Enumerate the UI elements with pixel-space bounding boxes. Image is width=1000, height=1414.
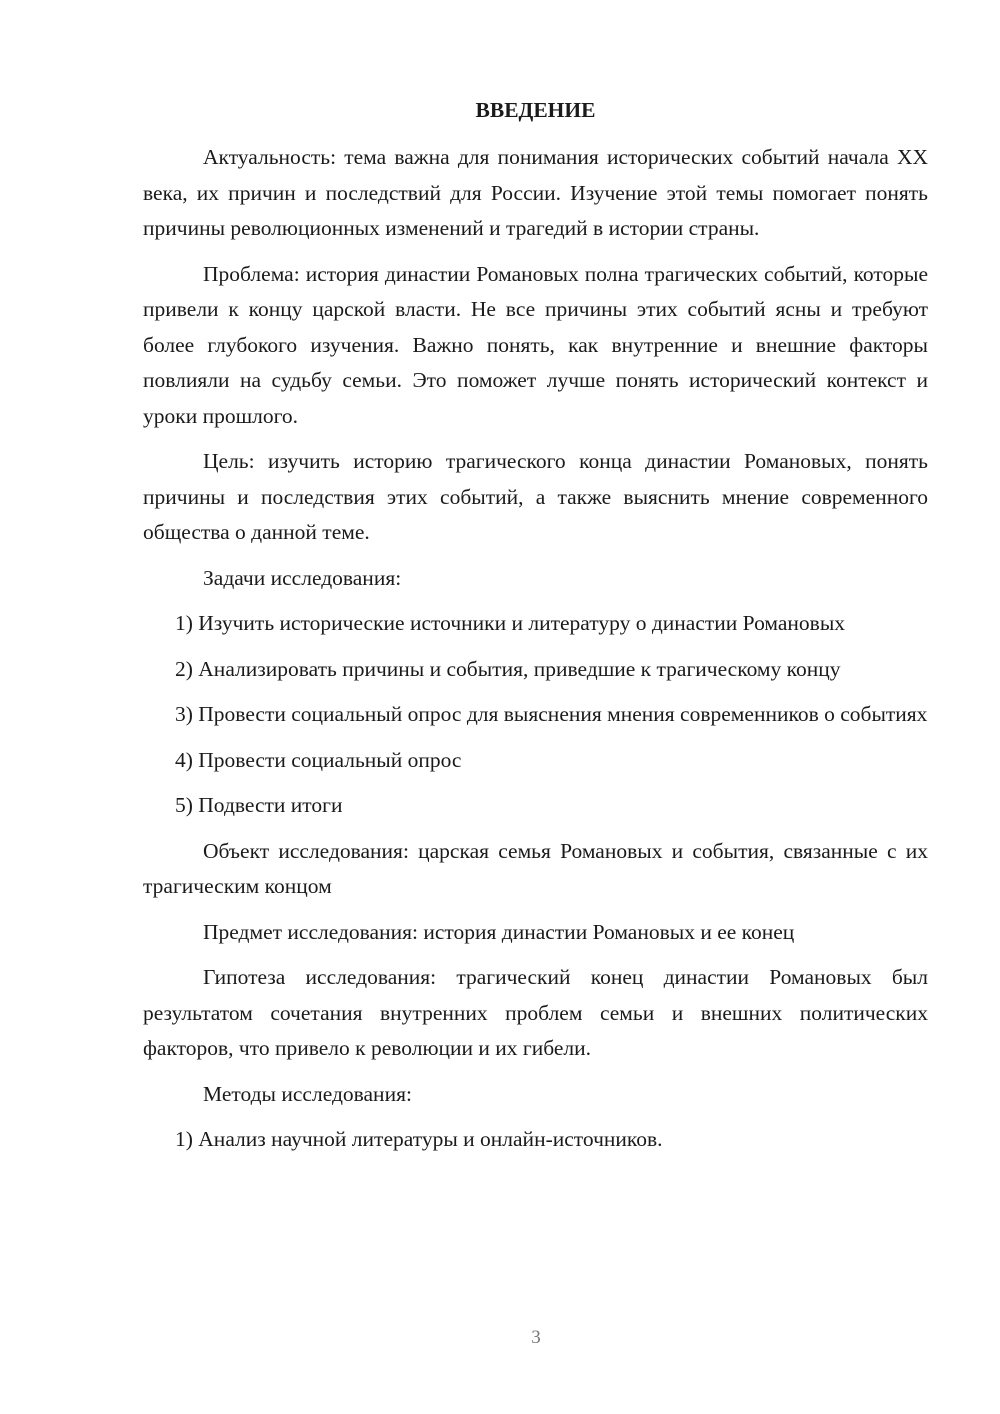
actuality-paragraph: Актуальность: тема важна для понимания исторических событий начала XX века, их причин и последствий для России. Изучение этой темы помогает понять причины революционных изменений и трагедий в истории страны. [143,145,928,240]
page-number: 3 [531,1327,541,1348]
tasks-title: Задачи исследования: [203,565,402,590]
subject-paragraph: Предмет исследования: история династии Романовых и ее конец [203,919,795,944]
task-item-1: 1) Изучить исторические источники и литературу о династии Романовых [175,611,846,635]
task-item-3: 3) Провести социальный опрос для выяснения мнения современников о событиях [175,702,928,726]
task-item-2: 2) Анализировать причины и события, приведшие к трагическому концу [175,656,841,681]
goal-paragraph: Цель: изучить историю трагического конца династии Романовых, понять причины и последствия этих событий, а также выяснить мнение современного общества о данной теме. [143,449,928,544]
problem-paragraph: Проблема: история династии Романовых полна трагических событий, которые привели к концу царской власти. Не все причины этих событий ясны и требуют более глубокого изучения. Важно понять, как внутренние и внешние факторы повлияли на судьбу семьи. Это поможет лучше понять исторический контекст и уроки прошлого. [143,261,928,428]
task-item-5: 5) Подвести итоги [175,793,343,817]
document-body [143,92,928,1168]
object-paragraph: Объект исследования: царская семья Романовых и события, связанные с их трагическим концом [143,838,928,898]
task-item-4: 4) Провести социальный опрос [175,747,462,772]
method-item-1: 1) Анализ научной литературы и онлайн-источников. [175,1127,663,1151]
section-heading: ВВЕДЕНИЕ [475,98,596,122]
methods-title: Методы исследования: [203,1081,412,1106]
hypothesis-paragraph: Гипотеза исследования: трагический конец династии Романовых был результатом сочетания внутренних проблем семьи и внешних политических факторов, что привело к революции и их гибели. [143,965,928,1060]
